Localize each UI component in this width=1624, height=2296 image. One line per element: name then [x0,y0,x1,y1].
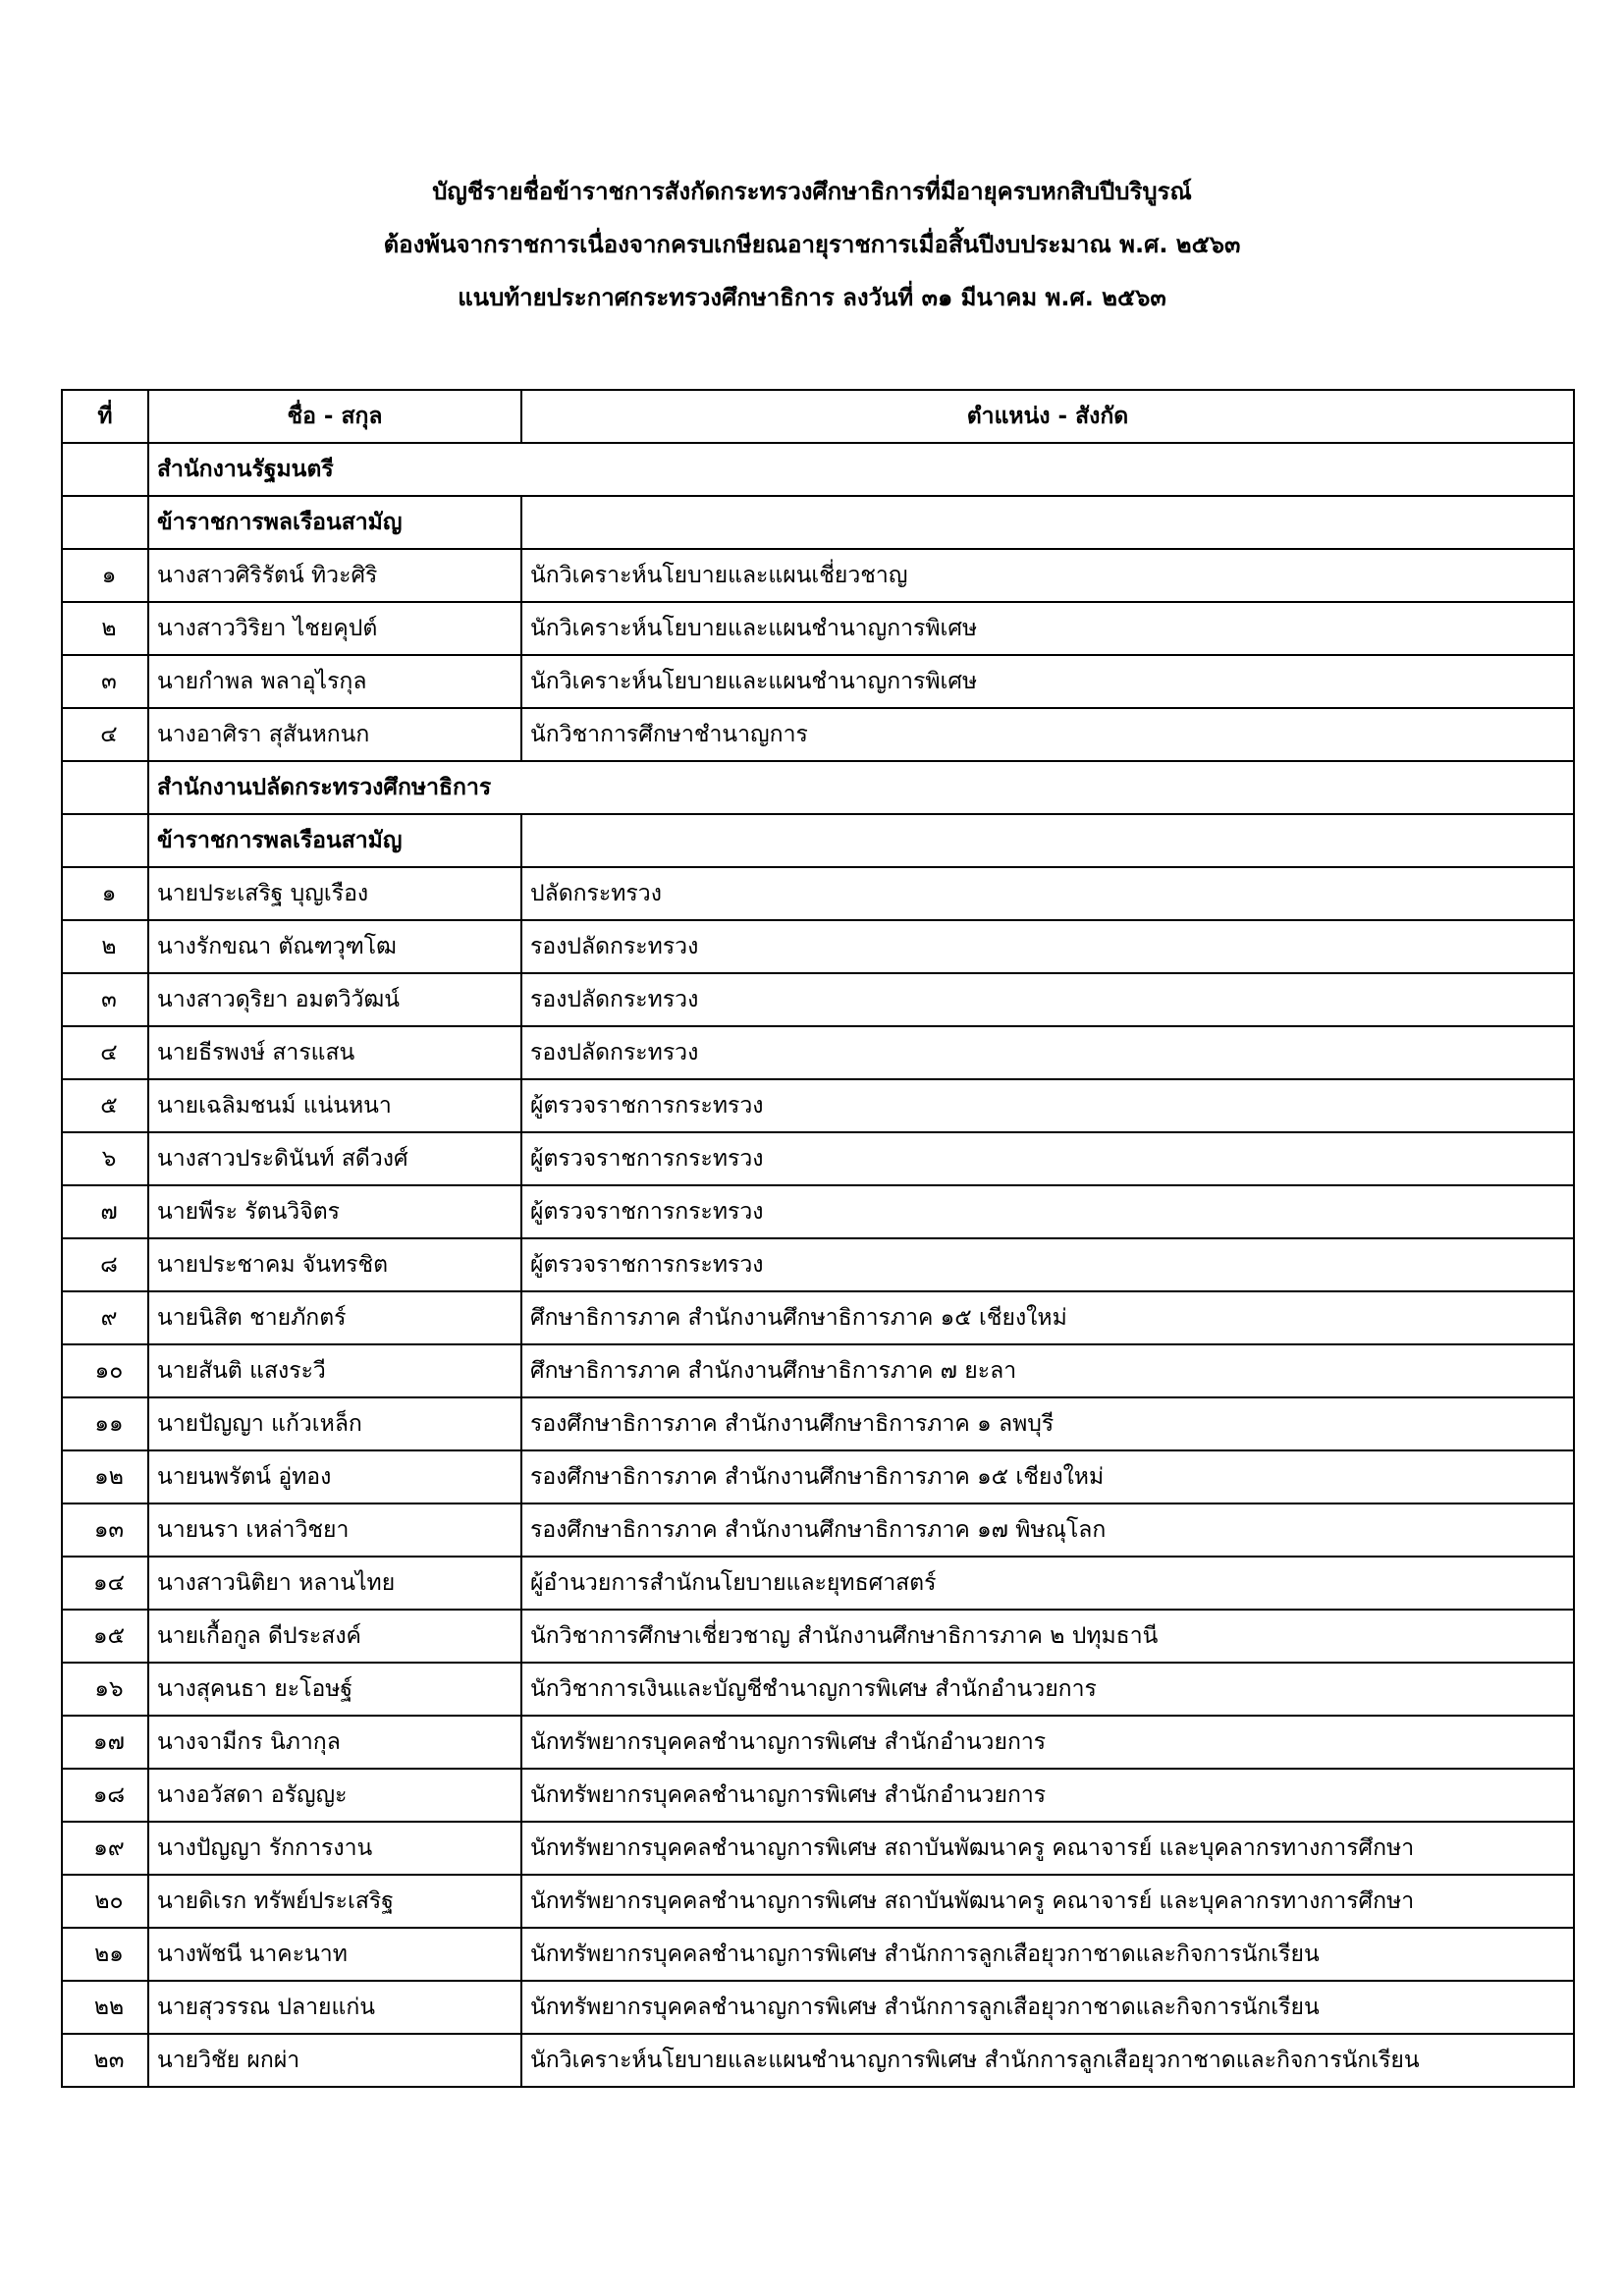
row-number: ๑๔ [62,1557,148,1610]
row-number: ๑๗ [62,1716,148,1769]
row-position: นักทรัพยากรบุคคลชำนาญการพิเศษ สำนักอำนวยการ [521,1769,1574,1822]
retiree-table [61,389,1575,2088]
table-row [62,1503,1574,1557]
row-name: นางสาวศิริรัตน์ ทิวะศิริ [148,549,521,602]
row-name: นายสันติ แสงระวี [148,1344,521,1397]
subsection-position-cell [521,496,1574,549]
row-name: นายประชาคม จันทรชิต [148,1238,521,1291]
section-title: สำนักงานรัฐมนตรี [148,443,1574,496]
row-number: ๒๐ [62,1875,148,1928]
section-title: สำนักงานปลัดกระทรวงศึกษาธิการ [148,761,1574,814]
table-row [62,1663,1574,1716]
row-number: ๙ [62,1291,148,1344]
header-number: ที่ [62,390,148,443]
table-row [62,1822,1574,1875]
row-number: ๑ [62,867,148,920]
header-name: ชื่อ - สกุล [148,390,521,443]
row-position: ศึกษาธิการภาค สำนักงานศึกษาธิการภาค ๑๕ เชียงใหม่ [521,1291,1574,1344]
row-name: นางสาวประดินันท์ สดีวงศ์ [148,1132,521,1185]
row-position: นักทรัพยากรบุคคลชำนาญการพิเศษ สำนักการลูกเสือยุวกาชาดและกิจการนักเรียน [521,1928,1574,1981]
row-position: รองศึกษาธิการภาค สำนักงานศึกษาธิการภาค ๑๗ พิษณุโลก [521,1503,1574,1557]
row-position: ผู้อำนวยการสำนักนโยบายและยุทธศาสตร์ [521,1557,1574,1610]
row-number: ๑ [62,549,148,602]
section-row [62,443,1574,496]
row-position: ผู้ตรวจราชการกระทรวง [521,1132,1574,1185]
row-number: ๓ [62,973,148,1026]
subsection-position-cell [521,814,1574,867]
subsection-row [62,496,1574,549]
table-row [62,1716,1574,1769]
row-position: รองปลัดกระทรวง [521,973,1574,1026]
table-row [62,602,1574,655]
table-row [62,1344,1574,1397]
subsection-number-cell [62,814,148,867]
row-position: นักทรัพยากรบุคคลชำนาญการพิเศษ สำนักอำนวยการ [521,1716,1574,1769]
row-name: นายวิชัย ผกผ่า [148,2034,521,2087]
row-position: นักวิเคราะห์นโยบายและแผนชำนาญการพิเศษ สำนักการลูกเสือยุวกาชาดและกิจการนักเรียน [521,2034,1574,2087]
title-line-1: บัญชีรายชื่อข้าราชการสังกัดกระทรวงศึกษาธิการที่มีอายุครบหกสิบปีบริบูรณ์ [432,178,1192,205]
table-body [62,443,1574,2087]
row-name: นางสาวนิติยา หลานไทย [148,1557,521,1610]
row-number: ๒๑ [62,1928,148,1981]
row-name: นางอวัสดา อรัญญะ [148,1769,521,1822]
row-position: ศึกษาธิการภาค สำนักงานศึกษาธิการภาค ๗ ยะลา [521,1344,1574,1397]
section-number-cell [62,443,148,496]
table-row [62,1928,1574,1981]
table-row [62,708,1574,761]
table-row [62,867,1574,920]
row-position: นักวิเคราะห์นโยบายและแผนชำนาญการพิเศษ [521,655,1574,708]
row-name: นายดิเรก ทรัพย์ประเสริฐ [148,1875,521,1928]
row-number: ๑๒ [62,1450,148,1503]
row-name: นายธีรพงษ์ สารแสน [148,1026,521,1079]
row-number: ๒๓ [62,2034,148,2087]
table-row [62,1610,1574,1663]
subsection-title: ข้าราชการพลเรือนสามัญ [148,814,521,867]
section-row [62,761,1574,814]
row-number: ๕ [62,1079,148,1132]
row-number: ๑๓ [62,1503,148,1557]
row-name: นางอาศิรา สุสันหกนก [148,708,521,761]
row-number: ๑๙ [62,1822,148,1875]
row-position: นักทรัพยากรบุคคลชำนาญการพิเศษ สำนักการลูกเสือยุวกาชาดและกิจการนักเรียน [521,1981,1574,2034]
row-position: นักวิชาการศึกษาเชี่ยวชาญ สำนักงานศึกษาธิการภาค ๒ ปทุมธานี [521,1610,1574,1663]
row-number: ๖ [62,1132,148,1185]
row-name: นายพีระ รัตนวิจิตร [148,1185,521,1238]
row-name: นางสุคนธา ยะโอษฐ์ [148,1663,521,1716]
table-row [62,1185,1574,1238]
table-row [62,1450,1574,1503]
table-row [62,1132,1574,1185]
table-row [62,1397,1574,1450]
document-title [0,165,1624,324]
row-number: ๑๖ [62,1663,148,1716]
table-row [62,2034,1574,2087]
subsection-row [62,814,1574,867]
row-position: นักวิชาการเงินและบัญชีชำนาญการพิเศษ สำนักอำนวยการ [521,1663,1574,1716]
row-name: นางสาววิริยา ไชยคุปต์ [148,602,521,655]
section-number-cell [62,761,148,814]
row-position: รองศึกษาธิการภาค สำนักงานศึกษาธิการภาค ๑๕ เชียงใหม่ [521,1450,1574,1503]
row-number: ๑๑ [62,1397,148,1450]
row-name: นางรักขณา ตัณฑวุฑโฒ [148,920,521,973]
row-position: นักวิเคราะห์นโยบายและแผนเชี่ยวชาญ [521,549,1574,602]
row-name: นางจามีกร นิภากุล [148,1716,521,1769]
row-number: ๒๒ [62,1981,148,2034]
row-position: รองปลัดกระทรวง [521,1026,1574,1079]
table-row [62,655,1574,708]
table-row [62,1291,1574,1344]
row-number: ๒ [62,602,148,655]
table-row [62,1079,1574,1132]
row-number: ๑๐ [62,1344,148,1397]
row-name: นายนพรัตน์ อู่ทอง [148,1450,521,1503]
row-position: ผู้ตรวจราชการกระทรวง [521,1185,1574,1238]
row-name: นางสาวดุริยา อมตวิวัฒน์ [148,973,521,1026]
table-header-row [62,390,1574,443]
row-name: นางพัชนี นาคะนาท [148,1928,521,1981]
row-name: นายประเสริฐ บุญเรือง [148,867,521,920]
row-name: นายนรา เหล่าวิชยา [148,1503,521,1557]
row-position: นักวิเคราะห์นโยบายและแผนชำนาญการพิเศษ [521,602,1574,655]
row-position: รองปลัดกระทรวง [521,920,1574,973]
row-name: นายปัญญา แก้วเหล็ก [148,1397,521,1450]
table-row [62,1875,1574,1928]
subsection-title: ข้าราชการพลเรือนสามัญ [148,496,521,549]
row-name: นายนิสิต ชายภักตร์ [148,1291,521,1344]
table-row [62,1026,1574,1079]
table-row [62,1769,1574,1822]
row-name: นายเฉลิมชนม์ แน่นหนา [148,1079,521,1132]
row-number: ๘ [62,1238,148,1291]
row-position: ปลัดกระทรวง [521,867,1574,920]
row-position: นักวิชาการศึกษาชำนาญการ [521,708,1574,761]
table-row [62,920,1574,973]
subsection-number-cell [62,496,148,549]
row-name: นางปัญญา รักการงาน [148,1822,521,1875]
table-row [62,1981,1574,2034]
title-line-3: แนบท้ายประกาศกระทรวงศึกษาธิการ ลงวันที่ ๓๑ มีนาคม พ.ศ. ๒๕๖๓ [458,284,1166,311]
row-position: ผู้ตรวจราชการกระทรวง [521,1079,1574,1132]
table-row [62,1238,1574,1291]
row-name: นายเกื้อกูล ดีประสงค์ [148,1610,521,1663]
row-number: ๔ [62,1026,148,1079]
row-position: นักทรัพยากรบุคคลชำนาญการพิเศษ สถาบันพัฒนาครู คณาจารย์ และบุคลากรทางการศึกษา [521,1822,1574,1875]
row-name: นายสุวรรณ ปลายแก่น [148,1981,521,2034]
row-position: รองศึกษาธิการภาค สำนักงานศึกษาธิการภาค ๑ ลพบุรี [521,1397,1574,1450]
row-position: ผู้ตรวจราชการกระทรวง [521,1238,1574,1291]
header-position: ตำแหน่ง - สังกัด [521,390,1574,443]
row-number: ๔ [62,708,148,761]
row-number: ๓ [62,655,148,708]
title-line-2: ต้องพ้นจากราชการเนื่องจากครบเกษียณอายุราชการเมื่อสิ้นปีงบประมาณ พ.ศ. ๒๕๖๓ [383,231,1241,258]
table-row [62,973,1574,1026]
table-row [62,1557,1574,1610]
row-name: นายกำพล พลาอุไรกุล [148,655,521,708]
row-number: ๒ [62,920,148,973]
row-number: ๑๘ [62,1769,148,1822]
row-position: นักทรัพยากรบุคคลชำนาญการพิเศษ สถาบันพัฒนาครู คณาจารย์ และบุคลากรทางการศึกษา [521,1875,1574,1928]
table-row [62,549,1574,602]
row-number: ๑๕ [62,1610,148,1663]
row-number: ๗ [62,1185,148,1238]
